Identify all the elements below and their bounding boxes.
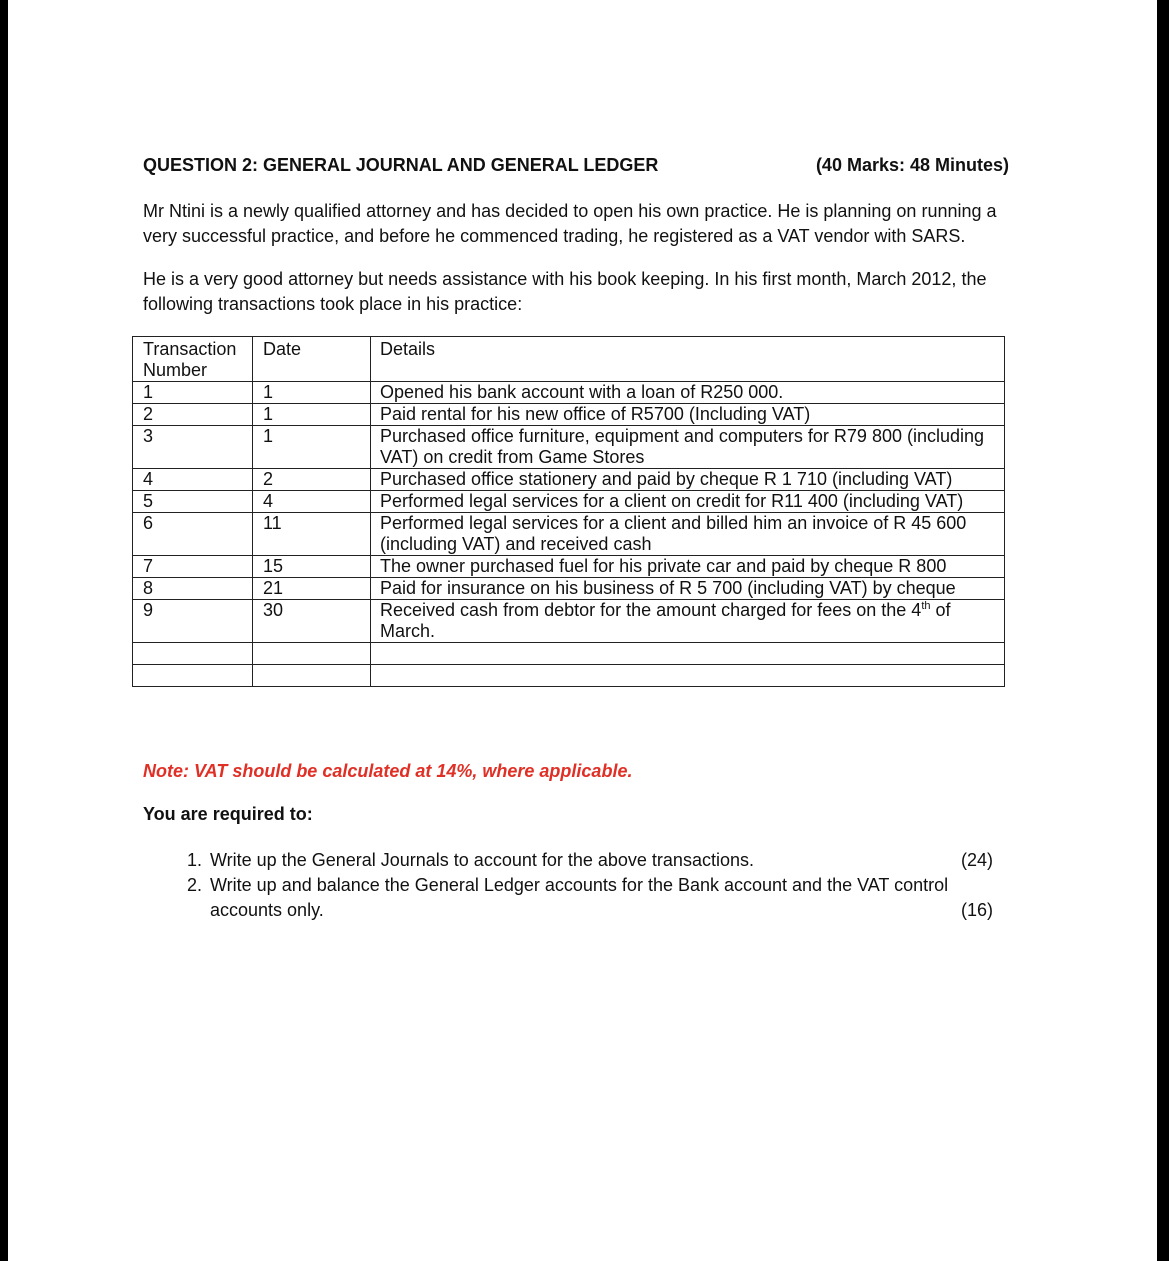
transaction-number: 6 [133, 513, 253, 556]
transaction-number: 9 [133, 600, 253, 643]
header-details: Details [371, 337, 1005, 382]
transaction-details: The owner purchased fuel for his private car and paid by cheque R 800 [371, 556, 1005, 578]
table-row [133, 600, 1005, 643]
transaction-number: 8 [133, 578, 253, 600]
transaction-details: Opened his bank account with a loan of R250 000. [371, 382, 1005, 404]
table-row [133, 404, 1005, 426]
transaction-date: 1 [253, 404, 371, 426]
task-number: 2. [186, 875, 202, 895]
task-marks: (16) [960, 900, 993, 920]
transactions-table [132, 336, 1005, 687]
transaction-details: Purchased office furniture, equipment and computers for R79 800 (including VAT) on credit from Game Stores [371, 426, 1005, 469]
table-row [133, 556, 1005, 578]
transaction-date: 11 [253, 513, 371, 556]
transaction-date: 21 [253, 578, 371, 600]
task-text: Write up and balance the General Ledger accounts for the Bank account and the VAT control [210, 875, 949, 895]
transaction-number: 4 [133, 469, 253, 491]
question-marks: (40 Marks: 48 Minutes) [815, 155, 1009, 175]
empty-table-row [133, 665, 1005, 687]
table-row [133, 382, 1005, 404]
list-item [143, 873, 993, 923]
document-page [8, 0, 1157, 1261]
task-list [143, 848, 993, 923]
transaction-date: 2 [253, 469, 371, 491]
table-row [133, 491, 1005, 513]
list-item [143, 848, 993, 873]
task-text-continued: accounts only. [210, 900, 324, 920]
required-heading: You are required to: [143, 804, 313, 824]
transaction-number: 2 [133, 404, 253, 426]
table-header-row [133, 337, 1005, 382]
transaction-details [371, 600, 1005, 643]
details-text: of March. [380, 600, 951, 641]
table-row [133, 469, 1005, 491]
table-row [133, 578, 1005, 600]
task-text: Write up the General Journals to account for the above transactions. [210, 850, 754, 870]
transaction-details: Paid for insurance on his business of R 5 700 (including VAT) by cheque [371, 578, 1005, 600]
details-superscript: th [921, 600, 931, 612]
table-row [133, 426, 1005, 469]
question-header [143, 155, 1009, 176]
intro-paragraph: He is a very good attorney but needs assistance with his book keeping. In his first month, March 2012, the following transactions took place in his practice: [143, 269, 987, 314]
header-transaction-number: Transaction Number [133, 337, 253, 382]
empty-table-row [133, 643, 1005, 665]
details-text: Received cash from debtor for the amount charged for fees on the 4 [380, 600, 922, 620]
transaction-number: 3 [133, 426, 253, 469]
transaction-details: Performed legal services for a client on credit for R11 400 (including VAT) [371, 491, 1005, 513]
transaction-details: Performed legal services for a client and billed him an invoice of R 45 600 (including VAT) and received cash [371, 513, 1005, 556]
table-row [133, 513, 1005, 556]
transaction-date: 1 [253, 426, 371, 469]
transaction-date: 1 [253, 382, 371, 404]
vat-note: Note: VAT should be calculated at 14%, where applicable. [143, 761, 633, 781]
header-date: Date [253, 337, 371, 382]
task-number: 1. [186, 850, 202, 870]
transaction-date: 30 [253, 600, 371, 643]
transaction-details: Paid rental for his new office of R5700 (Including VAT) [371, 404, 1005, 426]
transaction-number: 1 [133, 382, 253, 404]
transaction-details: Purchased office stationery and paid by cheque R 1 710 (including VAT) [371, 469, 1005, 491]
task-marks: (24) [960, 850, 993, 870]
question-title: QUESTION 2: GENERAL JOURNAL AND GENERAL LEDGER [143, 155, 659, 175]
transaction-number: 5 [133, 491, 253, 513]
intro-paragraph: Mr Ntini is a newly qualified attorney and has decided to open his own practice. He is planning on running a very successful practice, and before he commenced trading, he registered as a VAT vendor with SARS. [143, 201, 997, 246]
transaction-number: 7 [133, 556, 253, 578]
transaction-date: 4 [253, 491, 371, 513]
transaction-date: 15 [253, 556, 371, 578]
